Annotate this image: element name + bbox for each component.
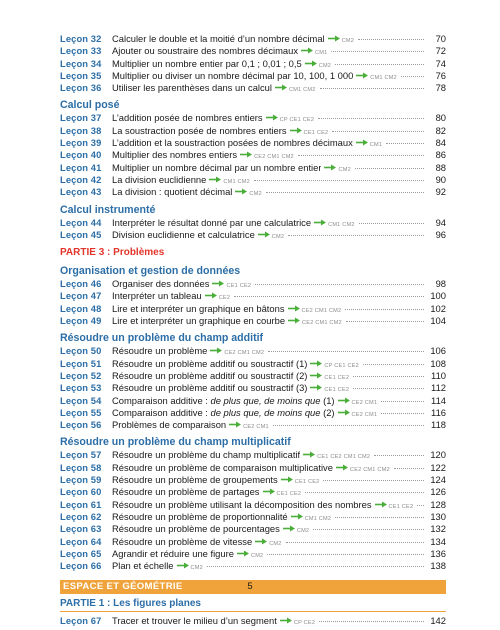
grade-levels: CM2 xyxy=(249,191,262,198)
lesson-number: Leçon 48 xyxy=(60,302,102,314)
page-ref: 106 xyxy=(430,345,446,357)
lesson-number: Leçon 42 xyxy=(60,173,102,185)
page-ref: 90 xyxy=(435,173,446,185)
lesson-number: Leçon 65 xyxy=(60,547,102,559)
leader-dots xyxy=(323,480,424,481)
lesson-number: Leçon 41 xyxy=(60,161,102,173)
lesson-title: Tracer et trouver le milieu d’un segment xyxy=(112,615,277,627)
page-ref: 142 xyxy=(430,615,446,627)
toc-row[interactable] xyxy=(60,112,446,124)
grade-levels: CE2 CM1 CM2 xyxy=(302,320,342,327)
toc-row[interactable] xyxy=(60,217,446,229)
leader-dots xyxy=(359,223,424,224)
lesson-title: Résoudre un problème de proportionnalité xyxy=(112,510,288,522)
green-arrow-icon xyxy=(280,617,292,624)
grade-levels: CM2 xyxy=(271,233,285,240)
leader-dots xyxy=(319,621,424,622)
lesson-number: Leçon 40 xyxy=(60,149,102,161)
toc-row[interactable] xyxy=(60,229,446,241)
grade-levels: CE1 CE2 CM1 CM2 xyxy=(317,454,371,461)
leader-dots xyxy=(381,413,424,414)
green-arrow-icon xyxy=(275,84,287,91)
toc-row[interactable] xyxy=(60,499,446,511)
leader-dots xyxy=(313,529,424,530)
lesson-number: Leçon 37 xyxy=(60,112,102,124)
green-arrow-icon xyxy=(328,35,340,42)
toc-row[interactable] xyxy=(60,186,446,198)
green-arrow-icon xyxy=(210,347,222,354)
lesson-title: Multiplier des nombres entiers xyxy=(112,149,238,161)
leader-dots xyxy=(273,425,424,426)
page-ref: 72 xyxy=(435,45,446,57)
part-heading: PARTIE 1 : Les figures planes xyxy=(60,597,446,612)
leader-dots xyxy=(374,455,424,456)
grade-levels: CP CE1 CE2 xyxy=(324,362,359,369)
toc-row[interactable] xyxy=(60,315,446,327)
lesson-number: Leçon 55 xyxy=(60,406,102,418)
page-ref: 74 xyxy=(435,57,446,69)
green-arrow-icon xyxy=(338,409,350,416)
leader-dots xyxy=(386,143,424,144)
lesson-number: Leçon 34 xyxy=(60,57,102,69)
grade-levels: CE2 CM1 CM2 xyxy=(224,350,265,357)
green-arrow-icon xyxy=(177,562,189,569)
grade-levels: CM1 xyxy=(315,50,328,57)
lesson-number: Leçon 33 xyxy=(60,45,102,57)
page-ref: 102 xyxy=(430,302,446,314)
leader-dots xyxy=(401,76,424,77)
lesson-title: Résoudre un problème de partages xyxy=(112,486,260,498)
page-ref: 130 xyxy=(430,510,446,522)
lesson-number: Leçon 61 xyxy=(60,498,102,510)
grade-levels: CE2 CM1 xyxy=(351,399,378,406)
lesson-number: Leçon 56 xyxy=(60,419,102,431)
lesson-title: Résoudre un problème additif ou soustractif (2) xyxy=(112,369,308,381)
leader-dots xyxy=(335,517,424,518)
toc-row[interactable] xyxy=(60,149,446,161)
grade-levels: CM1 CM2 xyxy=(370,74,397,81)
leader-dots xyxy=(255,284,424,285)
lesson-title: L’addition posée de nombres entiers xyxy=(112,112,263,124)
leader-dots xyxy=(268,351,424,352)
toc-row[interactable] xyxy=(60,303,446,315)
grade-levels: CM1 CM2 xyxy=(328,221,355,228)
lesson-title: Utiliser les parenthèses dans un calcul xyxy=(112,82,272,94)
lesson-title: Calculer le double et la moitié d’un nombre décimal xyxy=(112,33,325,44)
lesson-title: La division : quotient décimal xyxy=(112,186,233,198)
leader-dots xyxy=(320,88,424,89)
page-ref: 92 xyxy=(435,186,446,198)
lesson-number: Leçon 60 xyxy=(60,486,102,498)
lesson-title: Comparaison additive : de plus que, de moins que (2) xyxy=(112,406,335,418)
green-arrow-icon xyxy=(283,525,295,532)
green-arrow-icon xyxy=(212,280,224,287)
lesson-title: Interpréter un tableau xyxy=(112,290,202,302)
page-ref: 80 xyxy=(435,112,446,124)
leader-dots xyxy=(355,168,424,169)
grade-levels: CM2 xyxy=(338,166,351,173)
lesson-number: Leçon 58 xyxy=(60,461,102,473)
title-emphasis: de plus que, de moins que xyxy=(210,406,321,418)
lesson-number: Leçon 45 xyxy=(60,228,102,240)
grade-levels: CE1 CE2 xyxy=(324,387,350,394)
domain-banner: ESPACE ET GÉOMÉTRIE xyxy=(60,580,446,594)
grade-levels: CE2 CM1 xyxy=(351,411,378,418)
leader-dots xyxy=(207,566,424,567)
leader-dots xyxy=(234,296,424,297)
toc-row[interactable] xyxy=(60,278,446,290)
lesson-title: L’addition et la soustraction posées de nombres décimaux xyxy=(112,137,353,149)
leader-dots xyxy=(318,118,424,119)
page-ref: 126 xyxy=(430,486,446,498)
section-heading: Calcul instrumenté xyxy=(60,203,156,216)
lesson-number: Leçon 44 xyxy=(60,216,102,228)
grade-levels: CM2 xyxy=(318,62,332,69)
leader-dots xyxy=(331,51,424,52)
leader-dots xyxy=(346,321,424,322)
toc-row[interactable] xyxy=(60,548,446,560)
page-ref: 118 xyxy=(431,419,446,431)
leader-dots xyxy=(266,192,424,193)
grade-levels: CE1 CE2 xyxy=(324,374,350,381)
grade-levels: CM2 xyxy=(269,540,282,547)
grade-levels: CM1 CM2 xyxy=(304,515,332,522)
leader-dots xyxy=(286,542,424,543)
lesson-number: Leçon 59 xyxy=(60,474,102,486)
toc-row[interactable] xyxy=(60,358,446,370)
lesson-title: Problèmes de comparaison xyxy=(112,419,227,431)
page-ref: 88 xyxy=(435,161,446,173)
lesson-number: Leçon 53 xyxy=(60,382,102,394)
green-arrow-icon xyxy=(375,501,387,508)
toc-row[interactable] xyxy=(60,370,446,382)
page-number: 5 xyxy=(247,580,253,591)
page-ref: 82 xyxy=(435,124,446,136)
lesson-number: Leçon 49 xyxy=(60,315,102,327)
lesson-title: Lire et interpréter un graphique en courbe xyxy=(112,315,286,327)
lesson-title: Résoudre un problème additif ou soustractif (3) xyxy=(112,382,308,394)
page-ref: 100 xyxy=(430,290,446,302)
toc-row[interactable] xyxy=(60,615,446,627)
page-ref: 138 xyxy=(430,560,446,572)
grade-levels: CE2 CM1 CM2 xyxy=(349,466,390,473)
page-ref: 94 xyxy=(435,216,446,228)
section-heading: Résoudre un problème du champ multiplicatif xyxy=(60,436,291,449)
lesson-title: Lire et interpréter un graphique en bâtons xyxy=(112,302,285,314)
green-arrow-icon xyxy=(324,164,336,171)
leader-dots xyxy=(335,64,424,65)
green-arrow-icon xyxy=(255,538,267,545)
grade-levels: CM2 xyxy=(341,38,355,44)
lesson-number: Leçon 50 xyxy=(60,345,102,357)
lesson-number: Leçon 64 xyxy=(60,535,102,547)
lesson-number: Leçon 38 xyxy=(60,124,102,136)
toc-row[interactable] xyxy=(60,33,446,45)
page-ref: 84 xyxy=(435,137,446,149)
lesson-number: Leçon 66 xyxy=(60,560,102,572)
toc-row[interactable] xyxy=(60,137,446,149)
page-ref: 108 xyxy=(430,357,446,369)
grade-levels: CE1 CE2 xyxy=(226,283,252,290)
page-ref: 120 xyxy=(430,449,446,461)
green-arrow-icon xyxy=(258,231,270,238)
grade-levels: CE2 CM1 xyxy=(243,424,269,431)
grade-levels: CP CE2 xyxy=(293,620,316,627)
lesson-number: Leçon 39 xyxy=(60,137,102,149)
green-arrow-icon xyxy=(338,397,350,404)
green-arrow-icon xyxy=(237,550,249,557)
lesson-number: Leçon 57 xyxy=(60,449,102,461)
toc-row[interactable] xyxy=(60,536,446,548)
toc-row[interactable] xyxy=(60,290,446,302)
page-ref: 98 xyxy=(435,278,446,290)
lesson-title: Résoudre un problème xyxy=(112,345,208,357)
table-of-contents xyxy=(60,33,446,628)
toc-row[interactable] xyxy=(60,382,446,394)
leader-dots xyxy=(353,388,424,389)
lesson-title: Multiplier un nombre décimal par un nombre entier xyxy=(112,161,322,173)
leader-dots xyxy=(305,492,424,493)
green-arrow-icon xyxy=(291,513,303,520)
grade-levels: CM2 xyxy=(296,528,310,535)
toc-row[interactable] xyxy=(60,486,446,498)
grade-levels: CE1 CE2 xyxy=(303,129,329,136)
leader-dots xyxy=(353,376,424,377)
section-heading: Calcul posé xyxy=(60,99,120,112)
lesson-title: Division euclidienne et calculatrice xyxy=(112,228,255,240)
leader-dots xyxy=(288,235,424,236)
grade-levels: CE1 CE2 xyxy=(276,491,302,498)
lesson-number: Leçon 51 xyxy=(60,357,102,369)
lesson-title: Résoudre un problème de pourcentages xyxy=(112,523,280,535)
lesson-title: Multiplier ou diviser un nombre décimal par 10, 100, 1 000 xyxy=(112,69,354,81)
page-ref: 132 xyxy=(430,523,446,535)
lesson-title: Résoudre un problème du champ multiplicatif xyxy=(112,449,301,461)
toc-row[interactable] xyxy=(60,58,446,70)
lesson-title: La soustraction posée de nombres entiers xyxy=(112,124,287,136)
grade-levels: CE1 CE2 xyxy=(294,479,320,486)
title-emphasis: de plus que, de moins que xyxy=(210,394,321,406)
leader-dots xyxy=(363,364,424,365)
grade-levels: CM1 xyxy=(369,142,383,149)
toc-row[interactable] xyxy=(60,523,446,535)
section-heading: Organisation et gestion de données xyxy=(60,265,241,278)
green-arrow-icon xyxy=(205,292,217,299)
green-arrow-icon xyxy=(235,188,247,195)
page-ref: 110 xyxy=(431,369,446,381)
lesson-number: Leçon 46 xyxy=(60,278,102,290)
lesson-title: Résoudre un problème de vitesse xyxy=(112,535,253,547)
leader-dots xyxy=(381,401,424,402)
lesson-title: La division euclidienne xyxy=(112,173,207,185)
lesson-number: Leçon 35 xyxy=(60,69,102,81)
part-heading: PARTIE 3 : Problèmes xyxy=(60,247,165,259)
green-arrow-icon xyxy=(310,372,322,379)
page-ref: 122 xyxy=(430,461,446,473)
green-arrow-icon xyxy=(310,384,322,391)
toc-row[interactable] xyxy=(60,70,446,82)
leader-dots xyxy=(358,39,424,40)
toc-row[interactable] xyxy=(60,407,446,419)
green-arrow-icon xyxy=(266,114,278,121)
green-arrow-icon xyxy=(356,139,368,146)
leader-dots xyxy=(298,155,424,156)
grade-levels: CM2 xyxy=(250,552,264,559)
lesson-title: Résoudre un problème de groupements xyxy=(112,474,278,486)
section-heading: Résoudre un problème du champ additif xyxy=(60,332,264,345)
page-ref: 136 xyxy=(430,547,446,559)
grade-levels: CE1 CE2 xyxy=(388,503,414,510)
lesson-number: Leçon 32 xyxy=(60,33,102,44)
green-arrow-icon xyxy=(288,317,300,324)
green-arrow-icon xyxy=(290,127,302,134)
lesson-title: Multiplier un nombre entier par 0,1 ; 0,01 ; 0,5 xyxy=(112,57,302,69)
page-ref: 124 xyxy=(430,474,446,486)
leader-dots xyxy=(332,131,424,132)
grade-levels: CP CE1 CE2 xyxy=(279,117,315,124)
toc-row[interactable] xyxy=(60,174,446,186)
page-ref: 86 xyxy=(435,149,446,161)
leader-dots xyxy=(417,505,424,506)
grade-levels: CM1 CM2 xyxy=(288,87,316,94)
toc-row[interactable] xyxy=(60,395,446,407)
page-ref: 96 xyxy=(435,228,446,240)
lesson-title: Ajouter ou soustraire des nombres décimaux xyxy=(112,45,299,57)
page-ref: 76 xyxy=(435,69,446,81)
page-ref: 128 xyxy=(430,498,446,510)
green-arrow-icon xyxy=(314,219,326,226)
green-arrow-icon xyxy=(336,464,348,471)
toc-row[interactable] xyxy=(60,45,446,57)
green-arrow-icon xyxy=(229,421,241,428)
page-ref: 116 xyxy=(431,406,446,418)
lesson-number: Leçon 52 xyxy=(60,369,102,381)
lesson-title: Agrandir et réduire une figure xyxy=(112,547,234,559)
page-ref: 134 xyxy=(430,535,446,547)
page-ref: 78 xyxy=(435,82,446,94)
leader-dots xyxy=(267,554,424,555)
grade-levels: CE2 xyxy=(218,295,231,302)
green-arrow-icon xyxy=(310,360,322,367)
green-arrow-icon xyxy=(303,451,315,458)
grade-levels: CM1 CM2 xyxy=(223,178,250,185)
lesson-number: Leçon 63 xyxy=(60,523,102,535)
grade-levels: CE2 CM1 CM2 xyxy=(254,154,294,161)
lesson-number: Leçon 43 xyxy=(60,186,102,198)
lesson-number: Leçon 54 xyxy=(60,394,102,406)
toc-row[interactable] xyxy=(60,449,446,461)
green-arrow-icon xyxy=(356,72,368,79)
green-arrow-icon xyxy=(281,476,293,483)
lesson-number: Leçon 62 xyxy=(60,510,102,522)
lesson-number: Leçon 36 xyxy=(60,82,102,94)
toc-row[interactable] xyxy=(60,419,446,431)
green-arrow-icon xyxy=(288,305,300,312)
green-arrow-icon xyxy=(209,176,221,183)
lesson-number: Leçon 47 xyxy=(60,290,102,302)
toc-row[interactable] xyxy=(60,162,446,174)
lesson-title: Résoudre un problème utilisant la décomposition des nombres xyxy=(112,498,372,510)
leader-dots xyxy=(254,180,424,181)
toc-row[interactable] xyxy=(60,345,446,357)
grade-levels: CE2 CM1 CM2 xyxy=(301,307,342,314)
lesson-title: Organiser des données xyxy=(112,278,210,290)
green-arrow-icon xyxy=(301,47,313,54)
toc-row[interactable] xyxy=(60,125,446,137)
page-ref: 104 xyxy=(430,315,446,327)
lesson-number: Leçon 67 xyxy=(60,615,102,627)
lesson-title: Résoudre un problème additif ou soustractif (1) xyxy=(112,357,308,369)
page-ref: 112 xyxy=(431,382,446,394)
leader-dots xyxy=(394,468,424,469)
green-arrow-icon xyxy=(305,60,317,67)
lesson-title: Résoudre un problème de comparaison multiplicative xyxy=(112,461,333,473)
leader-dots xyxy=(345,309,424,310)
lesson-title: Plan et échelle xyxy=(112,560,174,572)
toc-row[interactable] xyxy=(60,462,446,474)
grade-levels: CM2 xyxy=(190,565,203,572)
page-ref: 114 xyxy=(431,394,446,406)
green-arrow-icon xyxy=(240,151,252,158)
lesson-title: Comparaison additive : de plus que, de moins que (1) xyxy=(112,394,335,406)
page-ref: 70 xyxy=(435,33,446,44)
lesson-title: Interpréter le résultat donné par une calculatrice xyxy=(112,216,312,228)
green-arrow-icon xyxy=(263,488,275,495)
